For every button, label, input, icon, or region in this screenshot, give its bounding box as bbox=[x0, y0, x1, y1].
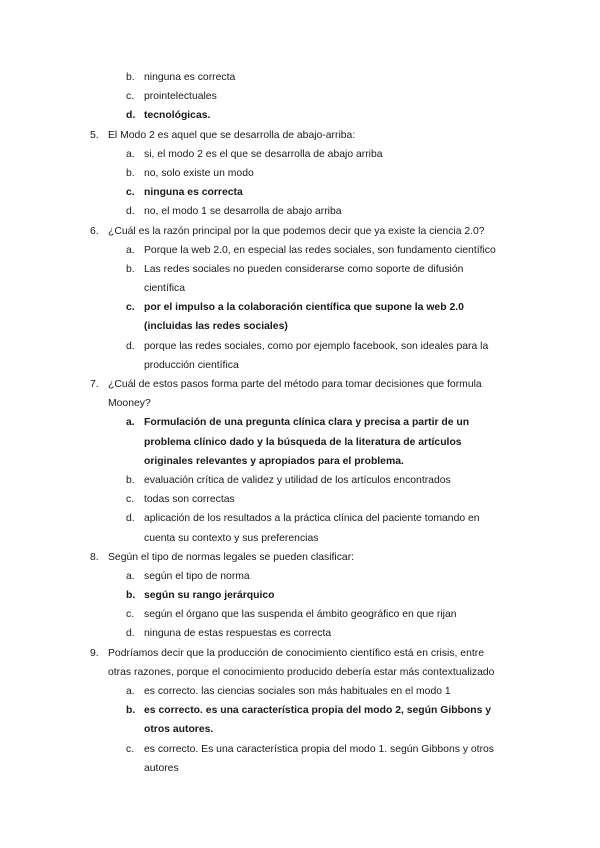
option-text: científica bbox=[144, 283, 186, 295]
answer-option bbox=[0, 337, 600, 375]
question-item bbox=[0, 126, 600, 145]
answer-option bbox=[0, 202, 600, 221]
option-text: prointelectuales bbox=[144, 91, 217, 103]
option-text: es correcto. las ciencias sociales son más habituales en el modo 1 bbox=[144, 686, 451, 697]
option-text: producción científica bbox=[144, 359, 239, 371]
option-line bbox=[0, 183, 600, 202]
answer-option bbox=[0, 624, 600, 643]
option-line bbox=[0, 605, 600, 624]
option-text: según el tipo de norma bbox=[144, 570, 250, 582]
option-text: es correcto. Es una característica propia del modo 1. según Gibbons y otros bbox=[144, 743, 494, 755]
option-text: evaluación crítica de validez y utilidad de los artículos encontrados bbox=[144, 474, 451, 486]
option-letter: b. bbox=[126, 474, 135, 486]
option-text: tecnológicas. bbox=[144, 110, 211, 122]
question-number: 5. bbox=[90, 129, 99, 141]
option-letter: b. bbox=[126, 167, 135, 179]
answer-option bbox=[0, 682, 600, 701]
option-letter: b. bbox=[126, 72, 135, 83]
option-text: ninguna es correcta bbox=[144, 187, 243, 199]
option-line bbox=[0, 759, 600, 778]
option-letter: b. bbox=[126, 590, 136, 602]
option-line bbox=[0, 586, 600, 605]
answer-option bbox=[0, 490, 600, 509]
question-line bbox=[0, 394, 600, 413]
answer-option bbox=[0, 87, 600, 106]
option-line bbox=[0, 241, 600, 260]
answer-option bbox=[0, 413, 600, 471]
option-line bbox=[0, 624, 600, 643]
option-line bbox=[0, 682, 600, 701]
option-text: no, solo existe un modo bbox=[144, 167, 254, 179]
answer-option bbox=[0, 164, 600, 183]
option-letter: d. bbox=[126, 628, 135, 640]
option-text: aplicación de los resultados a la práctica clínica del paciente tomando en bbox=[144, 513, 480, 525]
option-line bbox=[0, 509, 600, 528]
option-letter: c. bbox=[126, 302, 135, 314]
question-line bbox=[0, 644, 600, 663]
answer-option bbox=[0, 701, 600, 739]
option-letter: b. bbox=[126, 263, 135, 275]
question-item bbox=[0, 222, 600, 241]
option-letter: b. bbox=[126, 705, 136, 717]
answer-option bbox=[0, 68, 600, 87]
option-line bbox=[0, 279, 600, 298]
question-text: otras razones, porque el conocimiento producido debería estar más contextualizado bbox=[108, 666, 495, 678]
question-number: 7. bbox=[90, 379, 99, 390]
question-text: ¿Cuál de estos pasos forma parte del método para tomar decisiones que formula bbox=[108, 379, 482, 390]
option-text: por el impulso a la colaboración científica que supone la web 2.0 bbox=[144, 302, 464, 314]
question-number: 8. bbox=[90, 551, 99, 563]
option-line bbox=[0, 87, 600, 106]
answer-option bbox=[0, 567, 600, 586]
option-letter: a. bbox=[126, 417, 135, 429]
option-letter: d. bbox=[126, 513, 135, 525]
option-line bbox=[0, 471, 600, 490]
option-line bbox=[0, 164, 600, 183]
question-text: El Modo 2 es aquel que se desarrolla de abajo-arriba: bbox=[108, 129, 356, 141]
question-item bbox=[0, 644, 600, 682]
option-letter: c. bbox=[126, 609, 135, 621]
answer-option bbox=[0, 471, 600, 490]
option-text: originales relevantes y apropiados para el problema. bbox=[144, 455, 404, 467]
option-text: según el órgano que las suspenda el ámbito geográfico en que rijan bbox=[144, 609, 457, 621]
option-line bbox=[0, 202, 600, 221]
option-line bbox=[0, 740, 600, 759]
option-line bbox=[0, 68, 600, 87]
question-line bbox=[0, 548, 600, 567]
option-line bbox=[0, 317, 600, 336]
option-text: ninguna es correcta bbox=[144, 72, 236, 83]
questionnaire-list bbox=[0, 68, 600, 778]
option-line bbox=[0, 106, 600, 125]
option-letter: c. bbox=[126, 494, 135, 506]
answer-option bbox=[0, 509, 600, 547]
option-text: (incluidas las redes sociales) bbox=[144, 321, 288, 333]
question-line bbox=[0, 126, 600, 145]
option-text: no, el modo 1 se desarrolla de abajo arriba bbox=[144, 206, 342, 218]
question-text: Podríamos decir que la producción de conocimiento científico está en crisis, entre bbox=[108, 647, 484, 659]
answer-option bbox=[0, 106, 600, 125]
option-text: porque las redes sociales, como por ejemplo facebook, son ideales para la bbox=[144, 340, 489, 352]
option-text: Porque la web 2.0, en especial las redes sociales, son fundamento científico bbox=[144, 244, 496, 256]
option-letter: d. bbox=[126, 110, 136, 122]
option-text: problema clínico dado y la búsqueda de la literatura de artículos bbox=[144, 436, 462, 448]
option-text: autores bbox=[144, 762, 179, 774]
option-line bbox=[0, 452, 600, 471]
option-line bbox=[0, 490, 600, 509]
answer-option bbox=[0, 605, 600, 624]
option-line bbox=[0, 720, 600, 739]
question-text: Mooney? bbox=[108, 398, 151, 410]
answer-option bbox=[0, 260, 600, 298]
option-line bbox=[0, 433, 600, 452]
question-number: 9. bbox=[90, 647, 99, 659]
answer-option bbox=[0, 586, 600, 605]
option-line bbox=[0, 701, 600, 720]
question-line bbox=[0, 375, 600, 394]
option-text: según su rango jerárquico bbox=[144, 590, 275, 602]
question-text: ¿Cuál es la razón principal por la que podemos decir que ya existe la ciencia 2.0? bbox=[108, 225, 485, 237]
option-letter: d. bbox=[126, 340, 135, 352]
option-letter: a. bbox=[126, 244, 135, 256]
question-item bbox=[0, 548, 600, 567]
option-text: es correcto. es una característica propia del modo 2, según Gibbons y bbox=[144, 705, 492, 717]
option-letter: c. bbox=[126, 743, 135, 755]
option-line bbox=[0, 337, 600, 356]
option-text: otros autores. bbox=[144, 724, 214, 736]
option-text: Formulación de una pregunta clínica clara y precisa a partir de un bbox=[144, 417, 470, 429]
question-item bbox=[0, 375, 600, 413]
answer-option bbox=[0, 183, 600, 202]
option-text: si, el modo 2 es el que se desarrolla de abajo arriba bbox=[144, 148, 383, 160]
option-line bbox=[0, 298, 600, 317]
option-letter: a. bbox=[126, 570, 135, 582]
answer-option bbox=[0, 241, 600, 260]
answer-option bbox=[0, 298, 600, 336]
option-letter: c. bbox=[126, 91, 135, 103]
option-letter: a. bbox=[126, 148, 135, 160]
option-letter: c. bbox=[126, 187, 135, 199]
answer-option bbox=[0, 145, 600, 164]
option-line bbox=[0, 260, 600, 279]
option-line bbox=[0, 356, 600, 375]
option-line bbox=[0, 145, 600, 164]
option-line bbox=[0, 529, 600, 548]
question-line bbox=[0, 663, 600, 682]
option-text: cuenta su contexto y sus preferencias bbox=[144, 532, 319, 544]
option-line bbox=[0, 567, 600, 586]
option-letter: a. bbox=[126, 686, 135, 697]
option-text: todas son correctas bbox=[144, 494, 235, 506]
question-text: Según el tipo de normas legales se pueden clasificar: bbox=[108, 551, 355, 563]
answer-option bbox=[0, 740, 600, 778]
question-number: 6. bbox=[90, 225, 99, 237]
option-line bbox=[0, 413, 600, 432]
question-line bbox=[0, 222, 600, 241]
option-text: Las redes sociales no pueden considerarse como soporte de difusión bbox=[144, 263, 464, 275]
option-text: ninguna de estas respuestas es correcta bbox=[144, 628, 332, 640]
option-letter: d. bbox=[126, 206, 135, 218]
